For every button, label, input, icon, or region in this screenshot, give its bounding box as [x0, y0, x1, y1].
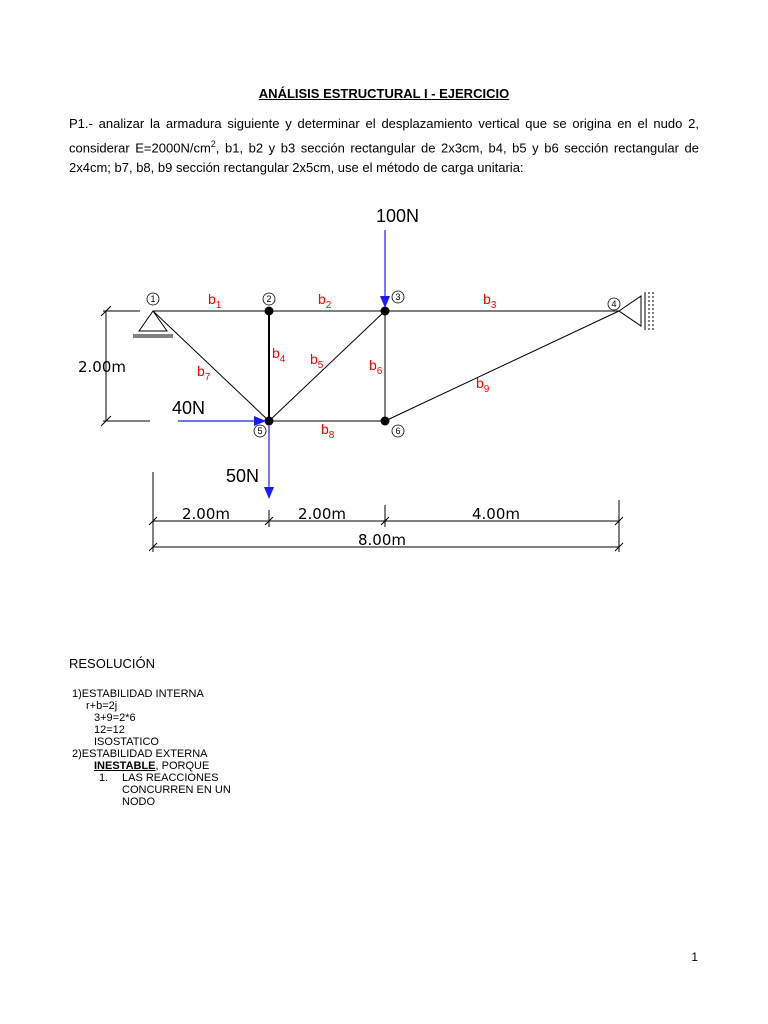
node-6: 6 [395, 426, 401, 436]
dim-total: 8.00m [358, 531, 407, 549]
load-label-side: 40N [172, 398, 206, 418]
pin-support-right [619, 296, 641, 326]
step1-line-1: r+b=2j [86, 700, 118, 712]
step1-line-3: 12=12 [94, 724, 125, 736]
bar-label-b2: $b_2$ [318, 291, 332, 311]
dim-d3: 4.00m [472, 505, 521, 523]
bar-label-b6: $b_6$ [369, 357, 383, 377]
step1-line-4: ISOSTATICO [94, 736, 159, 748]
bar-label-b9: $b_9$ [476, 375, 490, 395]
pin-support-left [139, 311, 167, 331]
node-5: 5 [257, 426, 263, 436]
resolution-heading: RESOLUCIÓN [69, 656, 155, 671]
page-number: 1 [691, 950, 698, 964]
step2-status: INESTABLE, PORQUE [94, 760, 210, 772]
truss-diagram [0, 190, 768, 560]
node-1: 1 [150, 294, 156, 304]
bar-b7 [153, 311, 269, 421]
load-label-bottom: 50N [226, 466, 260, 486]
node-4: 4 [611, 299, 617, 309]
step2-item: 1. LAS REACCIONES CONCURREN EN UN NODO [99, 772, 231, 808]
stability-steps [72, 688, 231, 808]
step1-title: 1)ESTABILIDAD INTERNA [72, 688, 204, 700]
step1-line-2: 3+9=2*6 [94, 712, 136, 724]
bar-label-b7: $b_7$ [197, 363, 211, 383]
bar-label-b1: $b_1$ [208, 291, 222, 311]
step2-title: 2)ESTABILIDAD EXTERNA [72, 748, 208, 760]
document-title: ANÁLISIS ESTRUCTURAL I - EJERCICIO [258, 86, 510, 101]
bar-label-b8: $b_8$ [321, 421, 335, 441]
bar-b5 [269, 311, 385, 421]
node-3: 3 [395, 292, 401, 302]
dim-d2: 2.00m [298, 505, 347, 523]
problem-statement: P1.- analizar la armadura siguiente y determinar el desplazamiento vertical que se origina en el nudo 2, considerar $E=2000N/cm^2$, b1, b2 y b3 sección rectangular de 2x3cm, b4, b5 y b6 sección rectangular de 2x4cm; b7, b8, b9 sección rectangular 2x5cm, use el método de carga unitaria: [69, 116, 699, 176]
bar-label-b3: $b_3$ [483, 291, 497, 311]
bar-b9 [385, 311, 619, 421]
load-label-top: 100N [376, 206, 420, 226]
bar-label-b4: $b_4$ [272, 345, 286, 365]
bar-label-b5: $b_5$ [310, 351, 324, 371]
node-2: 2 [266, 294, 272, 304]
dim-height: 2.00m [78, 358, 127, 376]
dim-d1: 2.00m [182, 505, 231, 523]
